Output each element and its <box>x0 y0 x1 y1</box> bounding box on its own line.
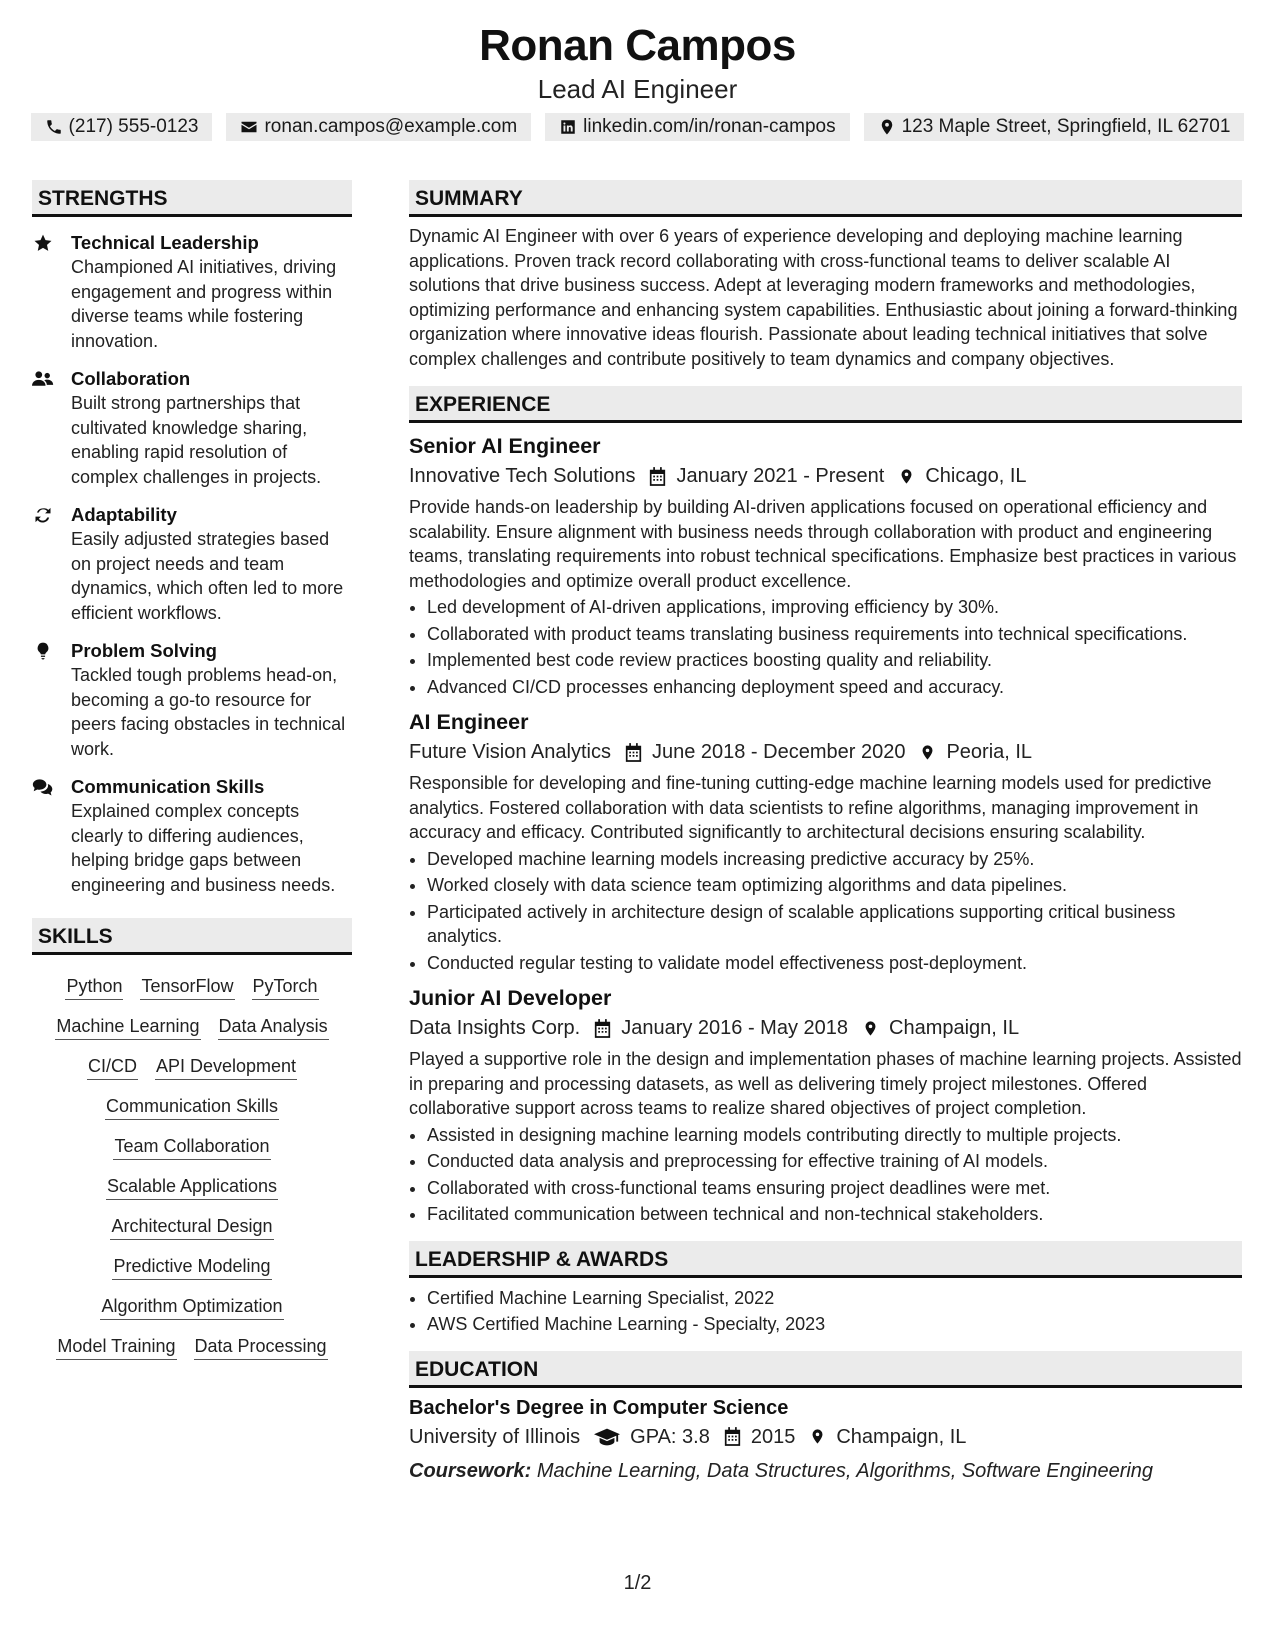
awards-list <box>409 1286 1242 1337</box>
strengths-heading: STRENGTHS <box>32 180 352 217</box>
contact-linkedin-text: linkedin.com/in/ronan-campos <box>583 116 836 137</box>
leadership-heading: LEADERSHIP & AWARDS <box>409 1241 1242 1278</box>
award-item: • AWS Certified Machine Learning - Specialty, 2023 <box>427 1312 1242 1337</box>
calendar-icon <box>625 743 642 762</box>
bullet-item: • Conducted data analysis and preprocessing for effective training of AI models. <box>427 1149 1242 1174</box>
coursework <box>409 1456 1242 1486</box>
map-pin-icon <box>878 118 896 136</box>
job-title: Junior AI Developer <box>409 986 612 1010</box>
bullet-item: • Collaborated with cross-functional teams ensuring project deadlines were met. <box>427 1176 1242 1201</box>
gpa-value: GPA: 3.8 <box>630 1425 710 1448</box>
bullet-item: • Collaborated with product teams translating business requirements into technical specifications. <box>427 622 1242 647</box>
skill-tag: Team Collaboration <box>113 1134 270 1160</box>
job-bullets <box>409 595 1242 699</box>
education-location: Champaign, IL <box>836 1425 967 1448</box>
strength-item <box>32 639 352 761</box>
map-pin-icon <box>898 467 915 486</box>
skill-tag: Algorithm Optimization <box>100 1294 283 1320</box>
comments-icon <box>32 777 56 797</box>
job-description: Played a supportive role in the design and implementation phases of machine learning projects. Assisted in preparing and processing datasets, as well as delivering timely project milestones. Offered collaborative support across teams to realize shared objectives of project completion. <box>409 1049 1242 1118</box>
strength-title: Communication Skills <box>71 776 265 797</box>
company-name: Data Insights Corp. <box>409 1017 581 1039</box>
contact-address-text: 123 Maple Street, Springfield, IL 62701 <box>901 116 1231 137</box>
calendar-icon <box>649 467 666 486</box>
strength-title: Collaboration <box>71 368 191 389</box>
job-location: Chicago, IL <box>925 465 1027 487</box>
strength-item <box>32 367 352 489</box>
experience-entry <box>409 707 1242 975</box>
lightbulb-icon <box>32 641 56 661</box>
coursework-list: Machine Learning, Data Structures, Algorithms, Software Engineering <box>536 1459 1154 1482</box>
contact-address[interactable] <box>864 113 1245 141</box>
contact-linkedin[interactable] <box>545 113 849 141</box>
bullet-item: • Led development of AI-driven applications, improving efficiency by 30%. <box>427 595 1242 620</box>
skill-tag: CI/CD <box>87 1054 138 1080</box>
job-location: Peoria, IL <box>946 741 1033 763</box>
skill-tag: Data Analysis <box>218 1014 329 1040</box>
job-description: Responsible for developing and fine-tuning cutting-edge machine learning models used for predictive analytics. Fostered collaboration with data scientists to refine algorithms, managing improvement in accuracy and efficacy. Contributed significantly to architectural decisions ensuring scalability. <box>409 773 1212 842</box>
job-meta <box>409 737 1242 767</box>
skill-tag: Architectural Design <box>110 1214 273 1240</box>
left-column <box>32 180 352 1360</box>
experience-heading: EXPERIENCE <box>409 386 1242 423</box>
bullet-item: • Assisted in designing machine learning models contributing directly to multiple projects. <box>427 1123 1242 1148</box>
contact-bar <box>0 113 1275 141</box>
resume-header <box>0 20 1275 106</box>
bullet-item: • Implemented best code review practices boosting quality and reliability. <box>427 648 1242 673</box>
contact-phone-text: (217) 555-0123 <box>68 116 199 137</box>
bullet-item: • Developed machine learning models increasing predictive accuracy by 25%. <box>427 847 1242 872</box>
bullet-item: • Conducted regular testing to validate model effectiveness post-deployment. <box>427 951 1242 976</box>
school-name: University of Illinois <box>409 1425 581 1448</box>
map-pin-icon <box>862 1019 879 1038</box>
job-bullets <box>409 847 1242 976</box>
company-name: Innovative Tech Solutions <box>409 465 636 487</box>
strength-desc: Tackled tough problems head-on, becoming a go-to resource for peers facing obstacles in technical work. <box>71 665 346 759</box>
strength-item <box>32 231 352 353</box>
map-pin-icon <box>919 743 936 762</box>
calendar-icon <box>594 1019 611 1038</box>
skill-tag: Scalable Applications <box>106 1174 278 1200</box>
strength-title: Technical Leadership <box>71 232 259 253</box>
bullet-item: • Participated actively in architecture design of scalable applications supporting critical business analytics. <box>427 900 1242 949</box>
phone-icon <box>45 118 63 136</box>
graduation-year: 2015 <box>750 1425 796 1448</box>
strength-desc: Championed AI initiatives, driving engagement and progress within diverse teams while fostering innovation. <box>71 257 337 351</box>
job-location: Champaign, IL <box>889 1017 1020 1039</box>
contact-email-text: ronan.campos@example.com <box>264 116 518 137</box>
contact-phone[interactable] <box>31 113 213 141</box>
candidate-title: Lead AI Engineer <box>537 74 738 104</box>
skill-tag: Machine Learning <box>55 1014 200 1040</box>
strength-item <box>32 503 352 625</box>
education-heading: EDUCATION <box>409 1351 1242 1388</box>
skills-heading: SKILLS <box>32 918 352 955</box>
summary-text: Dynamic AI Engineer with over 6 years of experience developing and deploying machine learning applications. Proven track record collaborating with cross-functional teams to deliver scalable AI solutions that drive business success. Adept at leveraging modern frameworks and methodologies, optimizing performance and enhancing system capabilities. Enthusiastic about joining a forward-thinking organization where innovative ideas flourish. Passionate about leading technical initiatives that solve complex challenges and contribute positively to team dynamics and company objectives. <box>409 226 1238 369</box>
experience-entry <box>409 983 1242 1227</box>
strength-item <box>32 775 352 897</box>
contact-email[interactable] <box>226 113 531 141</box>
skill-tag: API Development <box>155 1054 297 1080</box>
strength-desc: Easily adjusted strategies based on project needs and team dynamics, which often led to more efficient workflows. <box>71 529 344 623</box>
coursework-label: Coursework: <box>409 1459 532 1482</box>
company-name: Future Vision Analytics <box>409 741 611 763</box>
job-title: Senior AI Engineer <box>409 434 601 458</box>
summary-heading: SUMMARY <box>409 180 1242 217</box>
skill-tag: PyTorch <box>252 974 319 1000</box>
sync-icon <box>32 505 56 525</box>
degree-title: Bachelor's Degree in Computer Science <box>409 1396 789 1419</box>
candidate-name: Ronan Campos <box>479 21 796 70</box>
skill-tag: Python <box>65 974 123 1000</box>
page-number: 1/2 <box>623 1572 652 1594</box>
job-dates: January 2016 - May 2018 <box>621 1017 849 1039</box>
strength-desc: Built strong partnerships that cultivated knowledge sharing, enabling rapid resolution of complex challenges in projects. <box>71 393 322 487</box>
award-item: • Certified Machine Learning Specialist, 2022 <box>427 1286 1242 1311</box>
users-icon <box>32 369 56 389</box>
job-dates: June 2018 - December 2020 <box>651 741 906 763</box>
graduation-cap-icon <box>594 1427 620 1447</box>
map-pin-icon <box>809 1427 826 1446</box>
envelope-icon <box>240 118 258 136</box>
linkedin-icon <box>559 118 577 136</box>
bullet-item: • Advanced CI/CD processes enhancing deployment speed and accuracy. <box>427 675 1242 700</box>
strength-title: Problem Solving <box>71 640 217 661</box>
bullet-item: • Facilitated communication between technical and non-technical stakeholders. <box>427 1202 1242 1227</box>
right-column <box>409 180 1242 1486</box>
job-meta <box>409 461 1242 491</box>
skill-tag: Predictive Modeling <box>112 1254 271 1280</box>
star-icon <box>32 233 56 253</box>
strength-title: Adaptability <box>71 504 177 525</box>
job-title: AI Engineer <box>409 710 529 734</box>
skills-list <box>32 974 352 1360</box>
bullet-item: • Worked closely with data science team optimizing algorithms and data pipelines. <box>427 873 1242 898</box>
experience-entry <box>409 431 1242 699</box>
job-description: Provide hands-on leadership by building AI-driven applications focused on operational efficiency and scalability. Ensure alignment with business needs through collaboration with product and engineering teams, translating requirements into robust technical specifications. Emphasize best practices in various methodologies and optimize overall product excellence. <box>409 497 1237 591</box>
skill-tag: TensorFlow <box>140 974 234 1000</box>
strength-desc: Explained complex concepts clearly to differing audiences, helping bridge gaps between engineering and business needs. <box>71 801 336 895</box>
job-bullets <box>409 1123 1242 1227</box>
education-meta <box>409 1422 1242 1452</box>
skill-tag: Communication Skills <box>105 1094 279 1120</box>
skill-tag: Data Processing <box>194 1334 328 1360</box>
job-dates: January 2021 - Present <box>676 465 885 487</box>
job-meta <box>409 1013 1242 1043</box>
calendar-icon <box>724 1427 741 1446</box>
skill-tag: Model Training <box>56 1334 176 1360</box>
